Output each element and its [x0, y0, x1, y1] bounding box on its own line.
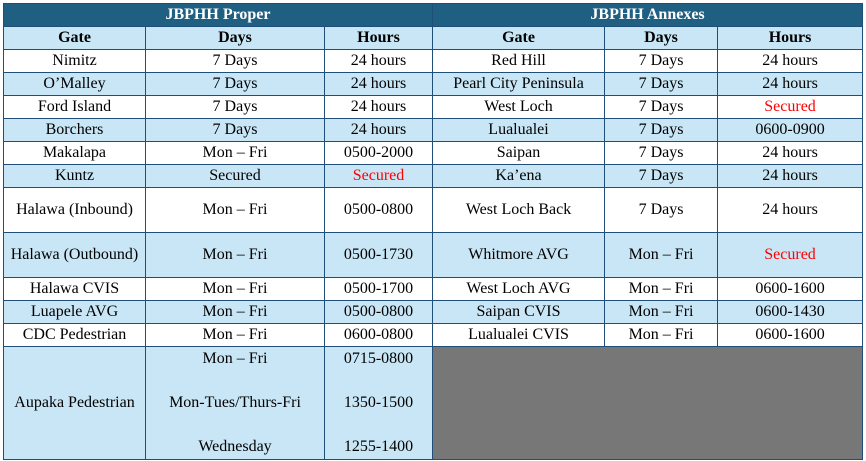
proper-gate-cell: Nimitz	[4, 50, 146, 73]
annex-hours-cell: Secured	[718, 96, 863, 119]
table-row	[4, 50, 863, 73]
column-header-hours: Hours	[718, 27, 863, 50]
proper-days-cell: 7 Days	[146, 73, 325, 96]
column-header-days: Days	[146, 27, 325, 50]
annex-gate-cell: West Loch Back	[433, 188, 605, 233]
annex-hours-cell: 0600-1600	[718, 324, 863, 347]
proper-hours-cell: 0500-1700	[325, 278, 433, 301]
proper-hours-cell: 0500-0800	[325, 188, 433, 233]
proper-hours-cell: 0500-1730	[325, 233, 433, 278]
annex-hours-cell: 24 hours	[718, 188, 863, 233]
proper-gate-cell: Borchers	[4, 119, 146, 142]
column-header-gate: Gate	[433, 27, 605, 50]
annex-hours-cell: 24 hours	[718, 50, 863, 73]
annex-gate-cell: Red Hill	[433, 50, 605, 73]
column-header-days: Days	[605, 27, 718, 50]
proper-days-cell: Mon – Fri	[146, 188, 325, 233]
table-row	[4, 324, 863, 347]
aupaka-days-cell	[146, 347, 325, 460]
proper-days-cell: 7 Days	[146, 50, 325, 73]
annex-gate-cell: West Loch	[433, 96, 605, 119]
table-row	[4, 119, 863, 142]
proper-days-cell: Mon – Fri	[146, 278, 325, 301]
annex-gate-cell: Pearl City Peninsula	[433, 73, 605, 96]
annex-hours-cell: 0600-0900	[718, 119, 863, 142]
section-header-annexes: JBPHH Annexes	[433, 4, 863, 27]
aupaka-days-item: Mon-Tues/Thurs-Fri	[169, 394, 301, 411]
proper-hours-cell: 0600-0800	[325, 324, 433, 347]
annex-gate-cell: Whitmore AVG	[433, 233, 605, 278]
aupaka-days-item: Mon – Fri	[202, 350, 268, 367]
proper-gate-cell: Luapele AVG	[4, 301, 146, 324]
proper-gate-cell: Halawa (Inbound)	[4, 188, 146, 233]
proper-hours-cell: 24 hours	[325, 119, 433, 142]
column-header-hours: Hours	[325, 27, 433, 50]
annex-hours-cell: 24 hours	[718, 165, 863, 188]
table-row	[4, 96, 863, 119]
aupaka-hours-item: 0715-0800	[343, 350, 414, 367]
proper-hours-cell: 0500-0800	[325, 301, 433, 324]
annex-hours-cell: 0600-1600	[718, 278, 863, 301]
proper-days-cell: Mon – Fri	[146, 142, 325, 165]
annex-days-cell: 7 Days	[605, 50, 718, 73]
proper-days-cell: 7 Days	[146, 96, 325, 119]
annex-days-cell: 7 Days	[605, 188, 718, 233]
annex-days-cell: 7 Days	[605, 165, 718, 188]
proper-hours-cell: 0500-2000	[325, 142, 433, 165]
proper-gate-cell: Ford Island	[4, 96, 146, 119]
table-row	[4, 278, 863, 301]
proper-gate-cell: Makalapa	[4, 142, 146, 165]
table-row	[4, 233, 863, 278]
annex-gate-cell: Saipan	[433, 142, 605, 165]
aupaka-days-item: Wednesday	[198, 438, 272, 455]
proper-gate-cell: Kuntz	[4, 165, 146, 188]
annex-gate-cell: West Loch AVG	[433, 278, 605, 301]
annex-days-cell: Mon – Fri	[605, 233, 718, 278]
proper-hours-cell: 24 hours	[325, 96, 433, 119]
proper-hours-cell: Secured	[325, 165, 433, 188]
empty-hatched-cell	[433, 347, 863, 460]
annex-hours-cell: 24 hours	[718, 73, 863, 96]
annex-gate-cell: Lualualei	[433, 119, 605, 142]
aupaka-hours-item: 1350-1500	[343, 394, 414, 411]
annex-days-cell: 7 Days	[605, 73, 718, 96]
table-row	[4, 188, 863, 233]
proper-days-cell: 7 Days	[146, 119, 325, 142]
annex-gate-cell: Lualualei CVIS	[433, 324, 605, 347]
gate-hours-table	[3, 3, 863, 460]
proper-hours-cell: 24 hours	[325, 73, 433, 96]
annex-hours-cell: 24 hours	[718, 142, 863, 165]
annex-days-cell: Mon – Fri	[605, 324, 718, 347]
aupaka-gate-cell: Aupaka Pedestrian	[4, 347, 146, 460]
proper-gate-cell: Halawa CVIS	[4, 278, 146, 301]
table-row	[4, 142, 863, 165]
table-row	[4, 165, 863, 188]
column-header-gate: Gate	[4, 27, 146, 50]
annex-days-cell: 7 Days	[605, 96, 718, 119]
annex-hours-cell: 0600-1430	[718, 301, 863, 324]
proper-hours-cell: 24 hours	[325, 50, 433, 73]
table-row	[4, 301, 863, 324]
proper-gate-cell: O’Malley	[4, 73, 146, 96]
table-row	[4, 73, 863, 96]
proper-days-cell: Secured	[146, 165, 325, 188]
annex-days-cell: 7 Days	[605, 119, 718, 142]
annex-days-cell: 7 Days	[605, 142, 718, 165]
proper-days-cell: Mon – Fri	[146, 233, 325, 278]
proper-days-cell: Mon – Fri	[146, 301, 325, 324]
section-header-proper: JBPHH Proper	[4, 4, 433, 27]
annex-gate-cell: Ka’ena	[433, 165, 605, 188]
annex-days-cell: Mon – Fri	[605, 301, 718, 324]
aupaka-hours-cell	[325, 347, 433, 460]
aupaka-hours-item: 1255-1400	[343, 438, 414, 455]
proper-gate-cell: CDC Pedestrian	[4, 324, 146, 347]
annex-days-cell: Mon – Fri	[605, 278, 718, 301]
proper-gate-cell: Halawa (Outbound)	[4, 233, 146, 278]
annex-hours-cell: Secured	[718, 233, 863, 278]
table-row-aupaka	[4, 347, 863, 460]
proper-days-cell: Mon – Fri	[146, 324, 325, 347]
annex-gate-cell: Saipan CVIS	[433, 301, 605, 324]
